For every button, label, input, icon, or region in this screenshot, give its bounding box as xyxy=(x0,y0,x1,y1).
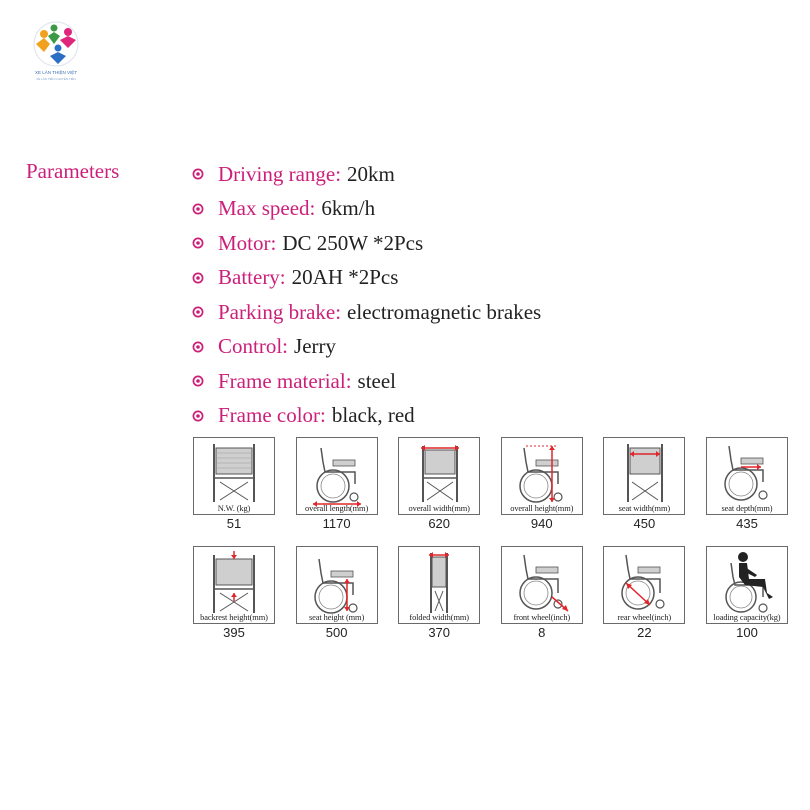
spec-caption: loading capacity(kg) xyxy=(713,613,781,622)
spec-figure xyxy=(398,546,480,624)
spec-value: 1170 xyxy=(322,516,351,531)
wheelchair-folded-width-icon xyxy=(399,547,479,623)
spec-figure xyxy=(706,546,788,624)
param-motor xyxy=(192,226,541,261)
wheelchair-front-weight-icon xyxy=(194,438,274,514)
spec-caption: overall height(mm) xyxy=(510,504,574,513)
wheelchair-front-wheel-icon xyxy=(502,547,582,623)
spec-figure xyxy=(603,546,685,624)
wheelchair-loading-capacity-icon xyxy=(707,547,787,623)
circle-dot-bullet-icon xyxy=(192,168,204,180)
spec-caption: front wheel(inch) xyxy=(513,613,571,622)
brand-tagline: XE LĂN TIỆN CHUYÊN TIỆN xyxy=(36,77,76,81)
spec-item-backrest-height xyxy=(193,546,275,640)
param-label: Frame material: xyxy=(218,368,352,393)
param-label: Frame color: xyxy=(218,403,326,428)
spec-figure xyxy=(296,546,378,624)
param-frame-color xyxy=(192,399,541,434)
circle-dot-bullet-icon xyxy=(192,272,204,284)
brand-name: XE LĂN THIỆN VIỆT xyxy=(35,70,77,75)
param-parking-brake xyxy=(192,295,541,330)
wheelchair-side-seat-depth-icon xyxy=(707,438,787,514)
spec-value: 8 xyxy=(538,625,546,640)
spec-figure xyxy=(501,437,583,515)
param-label: Control: xyxy=(218,334,289,359)
wheelchair-front-seat-width-icon xyxy=(604,438,684,514)
spec-caption: overall length(mm) xyxy=(305,504,369,513)
param-label: Parking brake: xyxy=(218,299,342,324)
wheelchair-front-backrest-icon xyxy=(194,547,274,623)
spec-figure xyxy=(398,437,480,515)
spec-caption: N.W. (kg) xyxy=(217,504,251,513)
param-value: 20AH *2Pcs xyxy=(291,265,399,290)
spec-value: 435 xyxy=(736,516,758,531)
wheelchair-side-seat-height-icon xyxy=(297,547,377,623)
wheelchair-front-width-icon xyxy=(399,438,479,514)
spec-item-net-weight xyxy=(193,437,275,531)
circle-dot-bullet-icon xyxy=(192,341,204,353)
param-label: Motor: xyxy=(218,230,277,255)
circle-dot-bullet-icon xyxy=(192,410,204,422)
spec-item-overall-width xyxy=(398,437,480,531)
spec-figure xyxy=(193,546,275,624)
spec-value: 100 xyxy=(736,625,758,640)
circle-dot-bullet-icon xyxy=(192,306,204,318)
spec-value: 22 xyxy=(637,625,652,640)
circle-dot-bullet-icon xyxy=(192,203,204,215)
spec-figure xyxy=(603,437,685,515)
spec-value: 620 xyxy=(428,516,451,531)
parameters-heading: Parameters xyxy=(26,159,120,183)
spec-caption: folded width(mm) xyxy=(409,613,469,622)
circle-dot-bullet-icon xyxy=(192,237,204,249)
wheelchair-side-height-icon xyxy=(502,438,582,514)
spec-caption: overall width(mm) xyxy=(408,504,470,513)
circle-dot-bullet-icon xyxy=(192,375,204,387)
spec-figure xyxy=(706,437,788,515)
spec-caption: rear wheel(inch) xyxy=(617,613,672,622)
parameter-list xyxy=(192,157,541,433)
param-max-speed xyxy=(192,192,541,227)
spec-value: 370 xyxy=(428,625,451,640)
param-value: steel xyxy=(357,368,397,393)
spec-caption: backrest height(mm) xyxy=(200,613,268,622)
brand-logo xyxy=(24,14,88,86)
spec-item-seat-width xyxy=(603,437,685,531)
param-value: black, red xyxy=(331,403,415,428)
param-label: Driving range: xyxy=(218,161,342,186)
param-label: Battery: xyxy=(218,265,286,290)
four-people-joy-logo-icon xyxy=(24,14,88,70)
param-value: Jerry xyxy=(294,334,336,359)
spec-item-front-wheel xyxy=(501,546,583,640)
spec-figure xyxy=(193,437,275,515)
spec-value: 395 xyxy=(223,625,245,640)
param-value: electromagnetic brakes xyxy=(347,299,542,324)
spec-row-2 xyxy=(193,546,788,640)
spec-value: 500 xyxy=(325,625,348,640)
spec-value: 450 xyxy=(633,516,656,531)
spec-item-seat-depth xyxy=(706,437,788,531)
spec-item-rear-wheel xyxy=(603,546,685,640)
spec-value: 51 xyxy=(226,516,242,531)
spec-item-folded-width xyxy=(398,546,480,640)
param-label: Max speed: xyxy=(218,196,316,221)
spec-caption: seat height (mm) xyxy=(309,613,365,622)
param-driving-range xyxy=(192,157,541,192)
param-value: DC 250W *2Pcs xyxy=(282,230,424,255)
spec-item-loading-capacity xyxy=(706,546,788,640)
spec-figure xyxy=(296,437,378,515)
param-control xyxy=(192,330,541,365)
param-frame-material xyxy=(192,364,541,399)
spec-figure xyxy=(501,546,583,624)
spec-caption: seat width(mm) xyxy=(618,504,671,513)
param-value: 6km/h xyxy=(321,196,376,221)
spec-item-overall-height xyxy=(501,437,583,531)
spec-value: 940 xyxy=(530,516,553,531)
param-value: 20km xyxy=(347,161,395,186)
wheelchair-rear-wheel-icon xyxy=(604,547,684,623)
spec-item-seat-height xyxy=(296,546,378,640)
spec-caption: seat depth(mm) xyxy=(721,504,773,513)
spec-item-overall-length xyxy=(296,437,378,531)
param-battery xyxy=(192,261,541,296)
wheelchair-side-length-icon xyxy=(297,438,377,514)
spec-row-1 xyxy=(193,437,788,531)
